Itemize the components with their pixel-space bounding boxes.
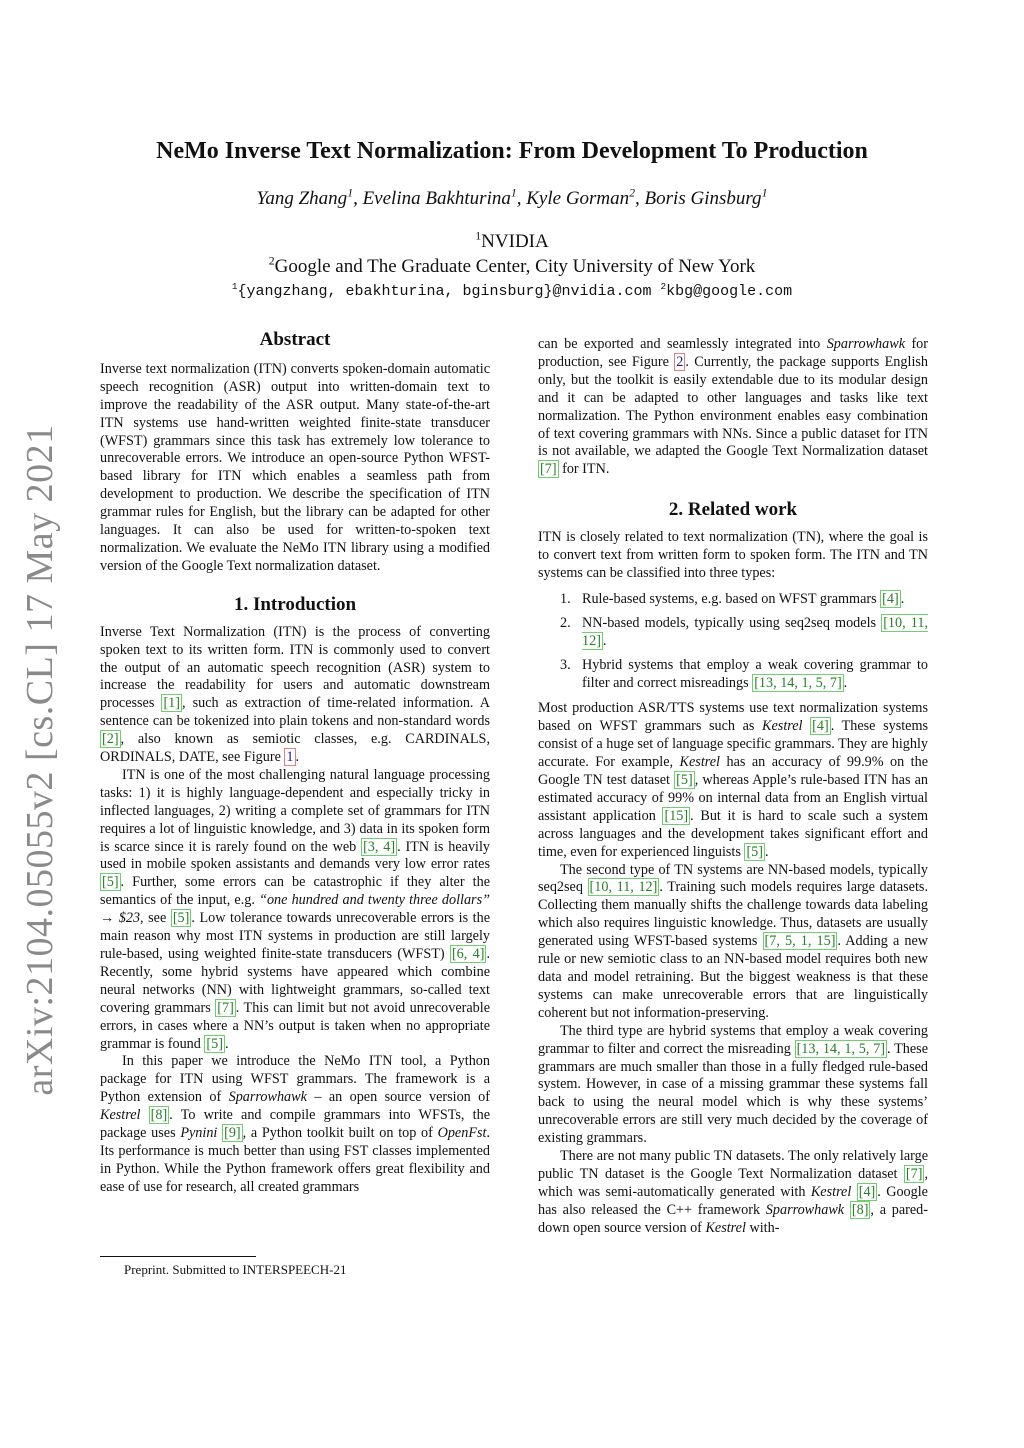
intro-paragraph-1 <box>100 624 490 767</box>
text-run: . Further, some errors can be catastrophic if they alter the semantics of the input, e.g. <box>100 874 490 909</box>
text-run: Most production ASR/TTS systems use text normalization systems based on WFST grammars such as <box>538 700 928 735</box>
author-affiliation-mark: 2 <box>629 186 636 200</box>
author-affiliation-mark: 1 <box>761 186 768 200</box>
text-run: There are not many public TN datasets. The only relatively large public TN dataset is the Google Text Normalization dataset <box>538 1148 928 1182</box>
text-run: . Low tolerance towards unrecoverable errors is the main reason why most ITN systems in production are still largely rule-based, using weighted finite-state transducers (WFST) <box>100 910 490 962</box>
affiliation-mark: 2 <box>268 254 275 268</box>
arxiv-sidebar-stamp <box>10 424 70 1096</box>
related-paragraph-1: ITN is closely related to text normalization (TN), where the goal is to convert text from written form to spoken form. The ITN and TN systems can be classified into three types: <box>538 529 928 581</box>
author-affiliation-mark: 1 <box>510 186 517 200</box>
text-run: . Recently, some hybrid systems have appeared which combine neural networks (NN) with lightweight grammars, so-called text covering grammars <box>100 946 491 1016</box>
figure-link[interactable]: 2 <box>676 353 684 370</box>
list-number: 1. <box>560 590 571 607</box>
citation-link[interactable]: [4] <box>882 590 899 607</box>
tool-name: Pynini <box>180 1125 218 1142</box>
text-run: , which was semi-automatically generated with <box>538 1165 928 1200</box>
text-run: , such as extraction of time-related information. A sentence can be tokenized into plain tokens and non-standard words <box>100 695 490 730</box>
text-run: . <box>295 749 300 766</box>
text-run <box>140 1107 148 1123</box>
text-run: . <box>843 674 848 691</box>
right-column <box>538 336 928 1238</box>
text-run: The second type of TN systems are NN-based models, typically seq2seq <box>538 861 928 896</box>
text-run: Hybrid systems that employ a weak covering grammar to filter and correct misreadings <box>582 656 928 691</box>
footnote-divider <box>100 1256 256 1257</box>
affiliation-google <box>0 256 1024 278</box>
text-run: . ITN is heavily used in mobile spoken assistants and demands very low error rates <box>100 838 491 873</box>
text-run: . Its performance is much better than using FST classes implemented in Python. While the Python framework offers great flexibility and ease of use for research, all created grammars <box>100 1125 491 1195</box>
related-paragraph-3 <box>538 862 928 1023</box>
author-affiliation-mark: 1 <box>347 186 354 200</box>
email-mark: 2 <box>660 281 667 292</box>
tool-name: Kestrel <box>100 1107 141 1124</box>
citation-link[interactable]: [3, 4] <box>363 838 396 855</box>
citation-link[interactable]: [7] <box>217 999 234 1016</box>
citation-link[interactable]: [7] <box>905 1165 923 1182</box>
example-value: $23 <box>118 910 141 927</box>
list-item <box>538 657 928 693</box>
list-item <box>538 591 928 609</box>
list-number: 2. <box>560 614 571 631</box>
author: Boris Ginsburg <box>644 188 762 209</box>
email-nvidia: {yangzhang, ebakhturina, bginsburg}@nvidia.com <box>237 283 652 300</box>
affiliation-mark: 1 <box>475 229 482 243</box>
text-run: . Currently, the package supports English only, but the toolkit is easily extendable due to its modular design and it can be adapted to other languages and tasks like text normalization. The Python environment enables easy combination of text covering grammars with NNs. Since a public dataset for ITN is not available, we adapted the Google Text Normalization dataset <box>538 353 928 460</box>
citation-link[interactable]: [5] <box>206 1035 223 1052</box>
text-run: NN-based models, typically using seq2seq models <box>582 614 882 631</box>
list-number: 3. <box>560 656 571 673</box>
citation-link[interactable]: [2] <box>102 731 119 748</box>
text-run: with- <box>745 1219 780 1236</box>
citation-link[interactable]: [6, 4] <box>451 946 485 962</box>
related-paragraph-2 <box>538 700 928 861</box>
abstract-heading: Abstract <box>259 329 331 350</box>
citation-link[interactable]: [10, 11, 12] <box>582 614 928 649</box>
intro-paragraph-4 <box>538 336 928 479</box>
email-google: kbg@google.com <box>666 283 793 300</box>
tool-name: Sparrowhawk <box>765 1201 845 1218</box>
arxiv-identifier: arXiv:2104.05055v2 [cs.CL] 17 May 2021 <box>19 424 61 1096</box>
citation-link[interactable]: [10, 11, 12] <box>589 879 658 896</box>
text-run: . Google has also released the C++ framework <box>538 1183 928 1218</box>
text-run <box>851 1184 856 1200</box>
section-1-heading: 1. Introduction <box>233 593 357 615</box>
tool-name: Kestrel <box>679 754 720 771</box>
figure-link[interactable]: 1 <box>286 749 294 766</box>
intro-paragraph-3 <box>100 1053 490 1196</box>
text-run: , a Python toolkit built on top of <box>242 1125 438 1142</box>
system-types-list <box>538 591 928 693</box>
text-run: In this paper we introduce the NeMo ITN tool, a Python package for ITN using WFST grammars. The framework is a Python extension of <box>100 1053 490 1106</box>
tool-name: Kestrel <box>810 1183 852 1200</box>
text-run: The third type are hybrid systems that employ a weak covering grammar to filter and correct the misreading <box>538 1022 928 1057</box>
tool-name: Kestrel <box>705 1219 746 1236</box>
text-run: . These systems consist of a huge set of language specific grammars. They are highly accurate. For example, <box>538 718 929 771</box>
tool-name: Kestrel <box>762 718 803 735</box>
text-run: for production, see Figure <box>538 336 929 370</box>
citation-link[interactable]: [5] <box>746 843 763 860</box>
citation-link[interactable]: [8] <box>150 1107 168 1124</box>
tool-name: OpenFst <box>437 1125 487 1142</box>
abstract-text: Inverse text normalization (ITN) converts spoken-domain automatic speech recognition (ASR) output into written-domain text to improve the readability of the ASR output. Many state-of-the-art ITN systems use hand-written weighted finite-state transducer (WFST) grammars since this task has extremely low tolerance to unrecoverable errors. We introduce an open-source Python WFST-based library for ITN which enables a seamless path from development to production. We describe the specification of ITN grammar rules for English, but the library can be adapted for other languages. It can also be used for written-to-spoken text normalization. We evaluate the NeMo ITN library using a modified version of the Google Text normalization dataset. <box>100 360 490 574</box>
footnote: Preprint. Submitted to INTERSPEECH-21 <box>124 1262 347 1277</box>
text-run: Inverse Text Normalization (ITN) is the process of converting spoken text to its written form. ITN is commonly used to convert the output of an automatic speech recognition (ASR) system to increase the readability for users and automatic downstream processes <box>100 623 490 712</box>
author: Yang Zhang <box>256 188 348 209</box>
affiliation-name: Google and The Graduate Center, City University of New York <box>274 256 756 277</box>
related-paragraph-4 <box>538 1023 928 1148</box>
text-run: – an open source version of <box>306 1089 490 1106</box>
text-run: . <box>765 843 769 860</box>
section-2-heading: 2. Related work <box>668 499 798 521</box>
text-run: . These grammars are much smaller than those in a fully fledged rule-based system. However, in case of a missing grammar these systems fall back to using the neural model which is why these systems’ unrecoverable errors are still very much decided by the coverage of existing grammars. <box>538 1040 928 1147</box>
text-run <box>844 1202 850 1218</box>
text-run: for ITN. <box>558 461 610 478</box>
list-item <box>538 615 928 651</box>
email-mark: 1 <box>231 281 238 292</box>
citation-link[interactable]: [7] <box>540 461 557 478</box>
text-run: . Training such models requires large datasets. Collecting them manually shifts the challenge towards data labeling which also requires linguistic knowledge. Thus, datasets are usually generated using WFST-based systems <box>538 879 928 950</box>
arrow-symbol: → <box>100 910 119 927</box>
text-run: . To write and compile grammars into WFSTs, the package uses <box>100 1107 491 1142</box>
left-column <box>100 331 490 1197</box>
tool-name: Sparrowhawk <box>228 1089 307 1106</box>
text-run: , also known as semiotic classes, e.g. CARDINALS, ORDINALS, DATE, see Figure <box>100 731 490 766</box>
text-run: . Adding a new rule or new semiotic class to an NN-based model requires both new data and model retraining. But the biggest weakness is that these systems can make unrecoverable errors that are linguistically coherent but not information-preserving. <box>538 933 928 1021</box>
citation-link[interactable]: [7, 5, 1, 15] <box>764 933 836 950</box>
affiliation-nvidia <box>0 231 1024 253</box>
citation-link[interactable]: [1] <box>163 695 180 712</box>
author-list: Yang Zhang$^1$, Evelina Bakhturina$^1$, Kyle Gorman$^2$, Boris Ginsburg$^1$ <box>256 186 768 209</box>
affiliation-name: NVIDIA <box>481 231 549 252</box>
citation-link[interactable]: [4] <box>858 1183 876 1200</box>
text-run: , a pared-down open source version of <box>538 1201 929 1236</box>
citation-link[interactable]: [4] <box>812 718 829 735</box>
intro-paragraph-2 <box>100 767 490 1054</box>
related-paragraph-5 <box>538 1148 928 1238</box>
text-run: Rule-based systems, e.g. based on WFST grammars <box>582 590 881 607</box>
author: Evelina Bakhturina <box>362 188 511 209</box>
text-run: can be exported and seamlessly integrated into <box>538 336 827 352</box>
citation-link[interactable]: [8] <box>851 1201 869 1218</box>
author: Kyle Gorman <box>526 188 630 209</box>
text-run: . <box>602 632 607 649</box>
citation-link[interactable]: [15] <box>664 807 689 824</box>
text-run: . <box>900 590 905 607</box>
citation-link[interactable]: [5] <box>676 772 693 789</box>
text-run <box>803 718 811 734</box>
text-run: . This can limit but not avoid unrecoverable errors, in cases where a NN’s output is taken when no appropriate grammar is found <box>100 999 490 1052</box>
text-run: ITN is one of the most challenging natural language processing tasks: 1) it is highly language-dependent and especially tricky in inflected languages, 2) writing a complete set of grammars for ITN requires a lot of linguistic knowledge, and 3) data in its spoken form is scarce since it is rarely found on the web <box>100 766 490 855</box>
citation-link[interactable]: [13, 14, 1, 5, 7] <box>754 674 842 691</box>
author-emails <box>0 283 1024 300</box>
paper-title: NeMo Inverse Text Normalization: From Development To Production <box>156 138 868 164</box>
citation-link[interactable]: [9] <box>224 1125 241 1142</box>
example-quote: “one hundred and twenty three dollars” <box>259 892 490 909</box>
text-run: , see <box>140 910 171 927</box>
text-run: . But it is hard to scale such a system across languages and the development takes significant effort and time, even for experienced linguists <box>538 807 928 860</box>
text-run: , whereas Apple’s rule-based ITN has an estimated accuracy of 99% on internal data from an English virtual assistant application <box>538 772 929 824</box>
text-run: has an accuracy of 99.9% on the Google TN test dataset <box>538 754 928 789</box>
tool-name: Sparrowhawk <box>826 336 905 352</box>
text-run: . <box>224 1035 229 1052</box>
citation-link[interactable]: [5] <box>102 874 119 891</box>
citation-link[interactable]: [5] <box>172 910 190 927</box>
citation-link[interactable]: [13, 14, 1, 5, 7] <box>796 1040 886 1057</box>
